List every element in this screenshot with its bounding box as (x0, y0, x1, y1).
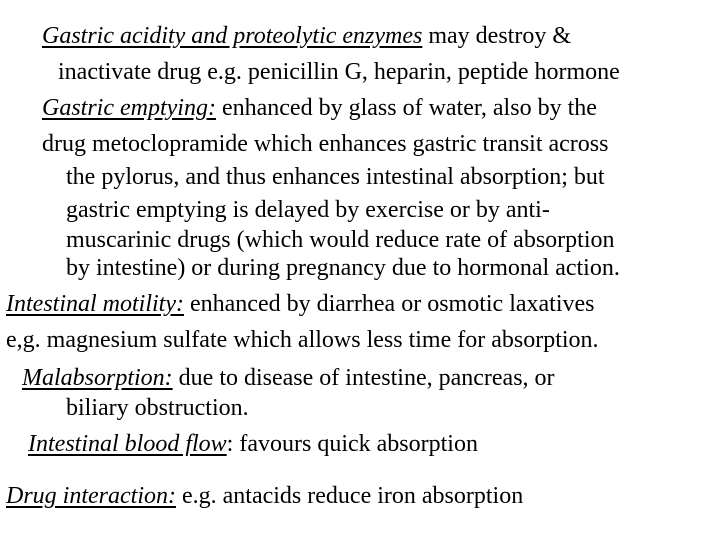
gastric-emptying-line-5 (66, 226, 615, 254)
gastric-emptying-line (42, 94, 597, 122)
line-text: the pylorus, and thus enhances intestinal absorption; but (66, 164, 605, 190)
line-text: e,g. magnesium sulfate which allows less time for absorption. (6, 327, 599, 353)
line-text: drug metoclopramide which enhances gastric transit across (42, 131, 609, 157)
gastric-acidity-line-2 (58, 58, 620, 86)
line-text: e.g. antacids reduce iron absorption (175, 483, 524, 509)
intestinal-blood-flow-line (28, 430, 478, 458)
line-text: may destroy & (422, 23, 571, 49)
line-text: enhanced by diarrhea or osmotic laxatives (183, 291, 595, 317)
line-text: due to disease of intestine, pancreas, or (172, 365, 555, 391)
heading-drug-interaction: Drug interaction: (6, 483, 176, 509)
line-text: muscarinic drugs (which would reduce rate of absorption (66, 227, 615, 253)
line-text: enhanced by glass of water, also by the (215, 95, 597, 121)
line-text: biliary obstruction. (66, 395, 249, 421)
intestinal-motility-line (6, 290, 595, 318)
gastric-emptying-line-4 (66, 196, 550, 224)
gastric-acidity-line (42, 22, 571, 50)
heading-intestinal-blood-flow: Intestinal blood flow (28, 431, 227, 457)
malabsorption-line-2 (66, 394, 249, 422)
line-text: : favours quick absorption (226, 431, 478, 457)
line-text: by intestine) or during pregnancy due to hormonal action. (66, 255, 620, 281)
gastric-emptying-line-6 (66, 254, 620, 282)
heading-intestinal-motility: Intestinal motility: (6, 291, 184, 317)
line-text: inactivate drug e.g. penicillin G, heparin, peptide hormone (58, 59, 620, 85)
malabsorption-line (22, 364, 555, 392)
drug-interaction-line (6, 482, 523, 510)
heading-gastric-emptying: Gastric emptying: (42, 95, 216, 121)
line-text: gastric emptying is delayed by exercise or by anti- (66, 197, 550, 223)
intestinal-motility-line-2 (6, 326, 599, 354)
gastric-emptying-line-2 (42, 130, 608, 158)
heading-gastric-acidity: Gastric acidity and proteolytic enzymes (42, 23, 423, 49)
heading-malabsorption: Malabsorption: (22, 365, 173, 391)
gastric-emptying-line-3 (66, 163, 605, 191)
